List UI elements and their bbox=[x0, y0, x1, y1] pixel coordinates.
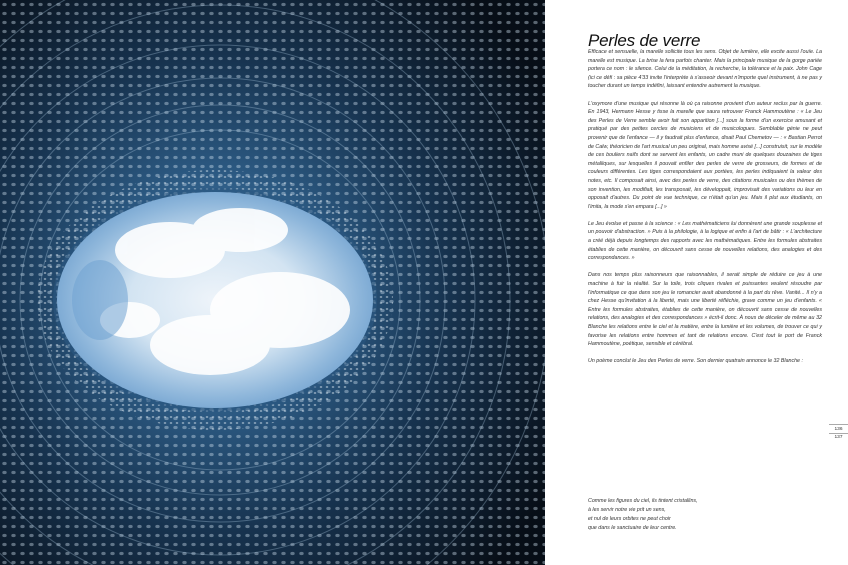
page-number-right: 137 bbox=[829, 433, 848, 441]
article-title: Perles de verre bbox=[588, 31, 701, 50]
paragraph: Le Jeu évolue et passe à la science : « Les mathématiciens lui donnèrent une grande souplesse et un pouvoir d'abstraction. » Puis à la philologie, à la logique et enfin à l'art de bâtir : « L'architecture a créé déjà depuis longtemps des rapports avec les mathématiques. Entre les formules abstraites établies de cette manière, on découvrit sans cesse de nouvelles relations, des analogies et des correspondances. » bbox=[588, 220, 822, 262]
poem-line: Comme les figures du ciel, ils tintent cristallins, bbox=[588, 498, 698, 504]
paragraph: Dans nos temps plus raisonneurs que raisonnables, il serait simple de réduire ce jeu à une machine à fuir la réalité. Sur la toile, trois cliques rivales et puissantes veulent résoudre par l'informatique ce que dans son jeu le romancier avait abandonné à la part du rêve. Vanité... Il n'y a chez Hesse qu'invitation à la liberté, mais une liberté réfléchie, grave comme un jeu d'enfants. « Entre les formules abstraites, établies de cette manière, on découvrit sans cesse de nouvelles relations, des analogies et des correspondances » écrit-il donc. À nous de déceler de même au 32 Blanche les relations entre le ciel et la matière, entre la lumière et les volumes, de trouver ce qui y favorise les relations entre hommes et tant de relations encore. C'est tout le port de Franck Hammoutène, poétique, sensible et cérébral. bbox=[588, 272, 822, 348]
poem bbox=[588, 497, 822, 533]
text-page bbox=[545, 0, 848, 565]
paragraph: Un poème conclut le Jeu des Perles de verre. Son dernier quatrain annonce le 32 Blanche : bbox=[588, 358, 803, 365]
article-body bbox=[588, 48, 822, 375]
poem-line: à les servir notre vie prit un sens, bbox=[588, 507, 666, 513]
page-numbers bbox=[829, 424, 848, 441]
paragraph: L'oxymore d'une musique qui résonne là où ça raisonne provient d'un auteur reclus par la guerre. En 1943, Hermann Hesse y tisse la marelle que saura retrouver Franck Hammoutène : « Le Jeu des Perles de Verre semble avoir fait son apparition [...] sous la forme d'un exercice amusant et pratiqué par des petites cercles de musiciens et de musicologues. Semblable génie ne peut provenir que de l'enfance — il y faudrait plus d'enfance, disait Paul Chemetov — : « Bastian Perrot de Calw, théoricien de l'art musical un peu original, mais homme avisé [...] construisit, sur le modèle de ces bouliers naïfs dont se servent les enfants, un cadre muni de quelques douzaines de tiges métalliques, sur lesquelles il pouvait enfiler des perles de verre de grosseurs, de formes et de couleurs différentes. Les tiges correspondaient aux portées, les perles indiquaient la valeur des notes, etc. Il composait ainsi, avec des perles de verre, des citations musicales ou des thèmes de son invention, les modifiait, les transposait, les développait, improvisait des variations ou leur en opposait d'autres. Du point de vue technique, ce n'était qu'un jeu. Mais il plut aux étudiants, on l'imita, la mode s'en empara [...] » bbox=[588, 100, 822, 210]
page-number-left: 136 bbox=[834, 427, 843, 432]
poem-line: que dans le sanctuaire de leur centre. bbox=[588, 525, 677, 531]
paragraph: Efficace et sensuelle, la marelle sollicite tous les sens. Objet de lumière, elle excite aussi l'ouïe. La marelle est musique. La brise la fera parfois chanter. Mais la principale musique de la gorge pariée portera ce nom : le silence. Celui de la méditation, la recherche, la tolérance et la paix. John Cage (ici ce défi : sa pièce 4'33 invite l'interprète à s'asseoir devant n'importe quel instrument, à ne pas y toucher durant un temps indéfini, laissant entendre autrement la musique. bbox=[588, 49, 822, 90]
poem-line: et nul de leurs orbites ne peut choir bbox=[588, 516, 671, 522]
